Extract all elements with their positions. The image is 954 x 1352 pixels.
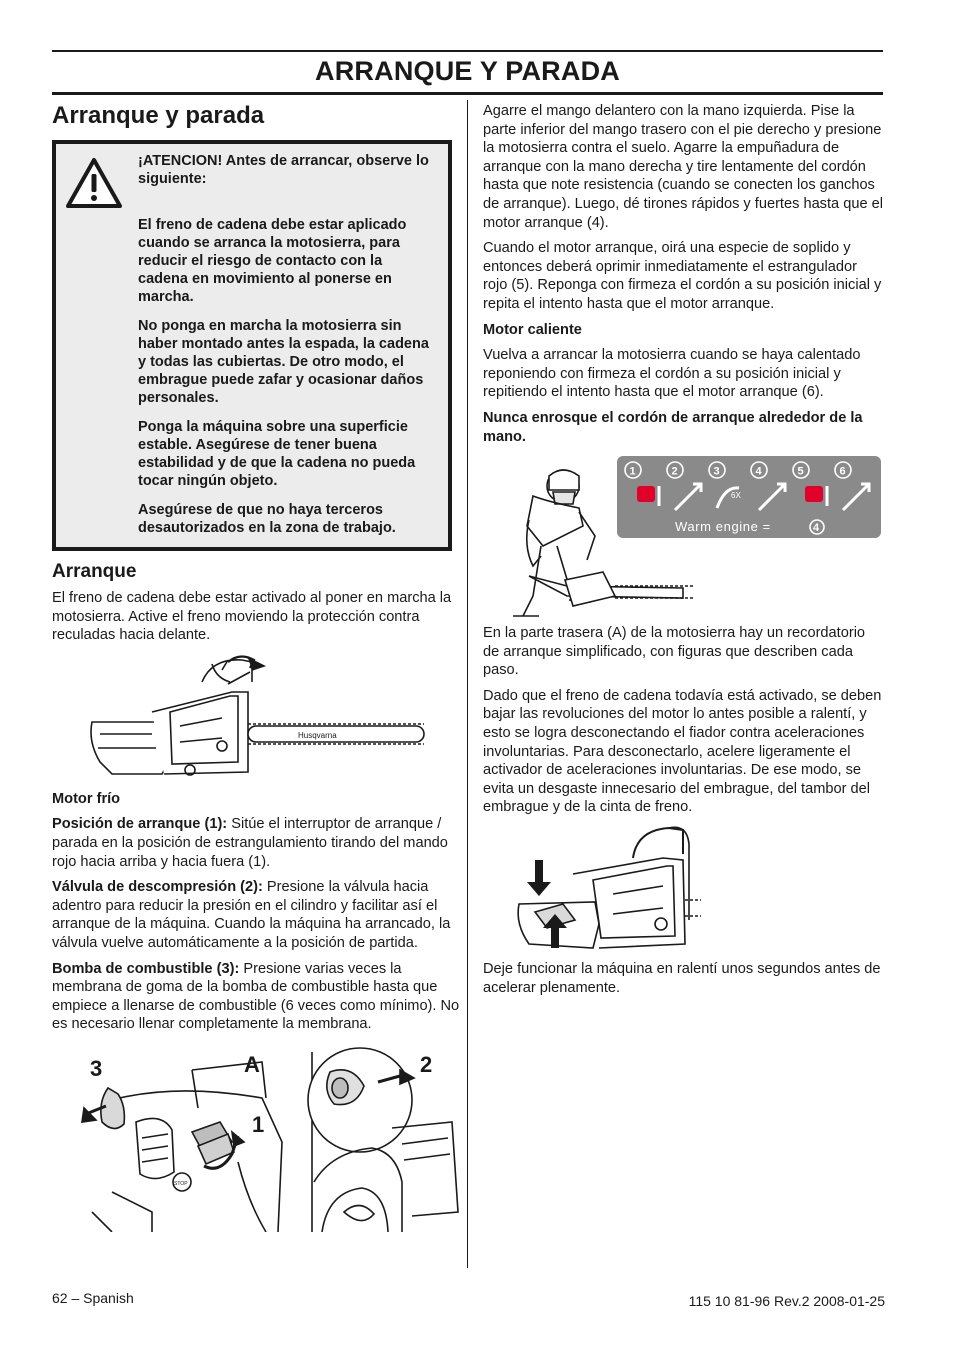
bomba-paragraph <box>52 960 462 1034</box>
motor-frio-heading: Motor frío <box>52 790 121 807</box>
full-throttle-paragraph: Deje funcionar la máquina en ralentí unos segundos antes de acelerar plenamente. <box>483 961 881 996</box>
sticker-description: En la parte trasera (A) de la motosierra hay un recordatorio de arranque simplificado, con figuras que describen cada paso. <box>483 625 866 679</box>
brand-label: Husqvarna <box>298 730 337 740</box>
choke-knob-icon <box>637 486 655 502</box>
starting-position-figure <box>483 456 883 618</box>
right-column <box>483 102 883 1004</box>
sticker-step-number: 1 <box>629 465 636 478</box>
sticker-step-number: 5 <box>797 465 804 478</box>
sticker-step-number: 3 <box>713 465 720 478</box>
warning-box <box>52 140 452 551</box>
callout-2: 2 <box>420 1051 433 1077</box>
valvula-label: Válvula de descompresión (2): <box>52 879 263 896</box>
sticker-step-number: 6 <box>839 465 846 478</box>
section-title: Arranque y parada <box>52 102 265 129</box>
valvula-paragraph <box>52 878 462 952</box>
cord-warning: Nunca enrosque el cordón de arranque alrededor de la mano. <box>483 409 863 445</box>
callout-a: A <box>244 1051 260 1077</box>
arranque-heading: Arranque <box>52 561 137 582</box>
column-divider <box>467 100 468 1268</box>
posicion-arranque-text: Sitúe el interruptor de arranque / parada en la posición de estrangulamiento tirando del mando rojo hacia arriba y hacia fuera (1). <box>52 816 448 870</box>
footer-page-label: 62 – Spanish <box>52 1290 134 1306</box>
top-rule <box>52 50 883 52</box>
warning-paragraph: No ponga en marcha la motosierra sin haber montado antes la espada, la cadena y todas las cubiertas. De otro modo, el embrague puede zafar y ocasionar daños personales. <box>138 318 429 406</box>
choke-paragraph: Cuando el motor arranque, oirá una especie de soplido y entonces deberá oprimir inmediatamente el estrangulador rojo (5). Reponga con firmeza el cordón a su posición inicial y repita el intento hasta que el motor arranque. <box>483 240 882 312</box>
posicion-arranque-paragraph <box>52 815 462 871</box>
sticker-step-number: 4 <box>755 465 762 478</box>
warning-paragraph: El freno de cadena debe estar aplicado cuando se arranca la motosierra, para reducir el riesgo de contacto con la cadena en movimiento al ponerse en marcha. <box>138 217 407 305</box>
header-rule <box>52 92 883 95</box>
start-procedure-paragraph: Agarre el mango delantero con la mano izquierda. Pise la parte inferior del mango trasero con el pie derecho y presione la motosierra contra el suelo. Agarre la empuñadura de arranque con la mano derecha y tire lentamente del cordón hasta que note resistencia (cuando se conecten los ganchos de arranque). Luego, dé tirones rápidos y fuertes hasta que el motor arranque (4). <box>483 103 883 231</box>
bomba-text: Presione varias veces la membrana de goma de la bomba de combustible hasta que empiece a llenarse de combustible (6 veces como mínimo). No es necesario llenar completamente la membrana. <box>52 960 460 1033</box>
warm-engine-step: 4 <box>813 522 820 535</box>
warning-paragraph: Asegúrese de que no haya terceros desautorizados en la zona de trabajo. <box>138 502 396 536</box>
chainsaw-chain-brake-figure <box>52 652 452 780</box>
warm-engine-label: Warm engine = <box>675 519 771 535</box>
stop-label: STOP <box>174 1180 188 1187</box>
sticker-step-number: 2 <box>671 465 678 478</box>
warning-paragraph: Ponga la máquina sobre una superficie estable. Asegúrese de tener buena estabilidad y de que la cadena no pueda tocar ningún objeto. <box>138 419 416 489</box>
idle-paragraph: Dado que el freno de cadena todavía está activado, se deben bajar las revoluciones del motor lo antes posible a ralentí, y esto se logra desconectando el fiador contra aceleraciones involuntarias. Para desconectarlo, acelere ligeramente el activador de aceleraciones involuntarias. De ese modo, se evita un desgaste innecesario del embrague, del tambor del embrague y de la cinta de freno. <box>483 687 882 816</box>
warning-intro: ¡ATENCION! Antes de arrancar, observe lo siguiente: <box>138 153 429 187</box>
svg-text:Warm engine = <box>675 519 771 534</box>
pump-count-label: 6X <box>731 491 741 501</box>
callout-3: 3 <box>90 1055 103 1081</box>
callout-1: 1 <box>252 1111 265 1137</box>
starting-controls-figure <box>52 1042 462 1232</box>
throttle-lock-figure <box>483 824 883 952</box>
bomba-label: Bomba de combustible (3): <box>52 960 240 977</box>
choke-knob-icon <box>805 486 823 502</box>
warm-start-paragraph: Vuelva a arrancar la motosierra cuando se haya calentado reponiendo con firmeza el cordón a su posición inicial y repitiendo el intento hasta que el motor arranque (6). <box>483 347 861 401</box>
valvula-text: Presione la válvula hacia adentro para reducir la presión en el cilindro y facilitar así el arranque de la máquina. Cuando la máquina ha arrancado, la válvula vuelve automáticamente a la posición de partida. <box>52 879 451 951</box>
warning-triangle-icon <box>64 156 124 210</box>
motor-caliente-heading: Motor caliente <box>483 321 582 338</box>
footer-doc-id: 115 10 81-96 Rev.2 2008-01-25 <box>688 1293 885 1309</box>
arranque-text: El freno de cadena debe estar activado al poner en marcha la motosierra. Active el freno moviendo la protección contra reculadas hacia delante. <box>52 590 452 644</box>
posicion-arranque-label: Posición de arranque (1): <box>52 816 228 833</box>
left-column <box>52 98 462 1232</box>
page-header-title: ARRANQUE Y PARADA <box>315 56 620 86</box>
